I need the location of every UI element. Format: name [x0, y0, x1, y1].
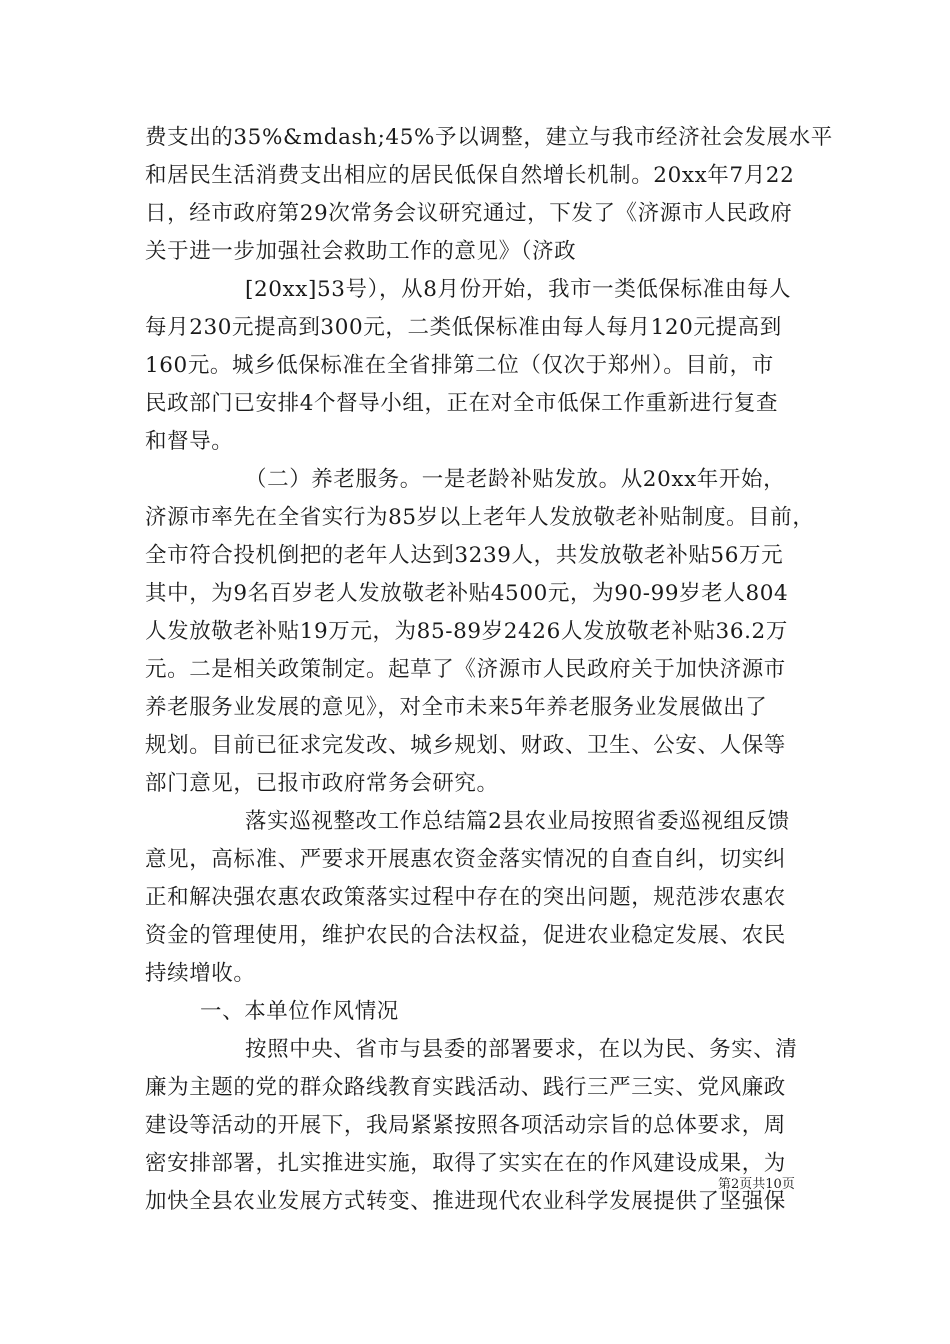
text-line: 元。二是相关政策制定。起草了《济源市人民政府关于加快济源市 — [145, 657, 786, 682]
text-line: 规划。目前已征求完发改、城乡规划、财政、卫生、公安、人保等 — [145, 733, 786, 758]
text-line: 关于进一步加强社会救助工作的意见》（济政 — [145, 239, 577, 264]
text-line: 部门意见，已报市政府常务会研究。 — [145, 771, 499, 796]
text-line: 日，经市政府第29次常务会议研究通过，下发了《济源市人民政府 — [145, 201, 793, 226]
text-line: 养老服务业发展的意见》，对全市未来5年养老服务业发展做出了 — [145, 695, 768, 720]
text-line: 全市符合投机倒把的老年人达到3239人，共发放敬老补贴56万元 — [145, 543, 784, 568]
text-line: 费支出的35%&mdash;45%予以调整，建立与我市经济社会发展水平 — [145, 125, 833, 150]
text-line: 资金的管理使用，维护农民的合法权益，促进农业稳定发展、农民 — [145, 923, 786, 948]
text-line: 按照中央、省市与县委的部署要求，在以为民、务实、清 — [245, 1037, 798, 1062]
text-line: 民政部门已安排4个督导小组，正在对全市低保工作重新进行复查 — [145, 391, 779, 416]
text-line: 加快全县农业发展方式转变、推进现代农业科学发展提供了坚强保 — [145, 1189, 786, 1214]
paragraph-start-summary-2: 落实巡视整改工作总结篇2县农业局按照省委巡视组反馈 — [245, 809, 790, 834]
text-line: 廉为主题的党的群众路线教育实践活动、践行三严三实、党风廉政 — [145, 1075, 786, 1100]
text-line: 和督导。 — [145, 429, 234, 454]
page-number: 第2页共10页 — [718, 1177, 795, 1192]
section-heading-elderly-service: （二）养老服务。一是老龄补贴发放。从20xx年开始， — [245, 467, 786, 492]
text-line: 和居民生活消费支出相应的居民低保自然增长机制。20xx年7月22 — [145, 163, 795, 188]
text-line: 其中，为9名百岁老人发放敬老补贴4500元，为90-99岁老人804 — [145, 581, 789, 606]
text-line: 人发放敬老补贴19万元，为85-89岁2426人发放敬老补贴36.2万 — [145, 619, 788, 644]
section-heading-work-style: 一、本单位作风情况 — [200, 999, 399, 1024]
text-line: 正和解决强农惠农政策落实过程中存在的突出问题，规范涉农惠农 — [145, 885, 786, 910]
text-line: [20xx]53号），从8月份开始，我市一类低保标准由每人 — [245, 277, 792, 302]
text-line: 持续增收。 — [145, 961, 256, 986]
text-line: 160元。城乡低保标准在全省排第二位（仅次于郑州）。目前，市 — [145, 353, 774, 378]
text-line: 密安排部署，扎实推进实施，取得了实实在在的作风建设成果，为 — [145, 1151, 786, 1176]
text-line: 每月230元提高到300元，二类低保标准由每人每月120元提高到 — [145, 315, 782, 340]
text-line: 济源市率先在全省实行为85岁以上老年人发放敬老补贴制度。目前， — [145, 505, 815, 530]
text-line: 意见，高标准、严要求开展惠农资金落实情况的自查自纠，切实纠 — [145, 847, 786, 872]
text-line: 建设等活动的开展下，我局紧紧按照各项活动宗旨的总体要求，周 — [145, 1113, 786, 1138]
